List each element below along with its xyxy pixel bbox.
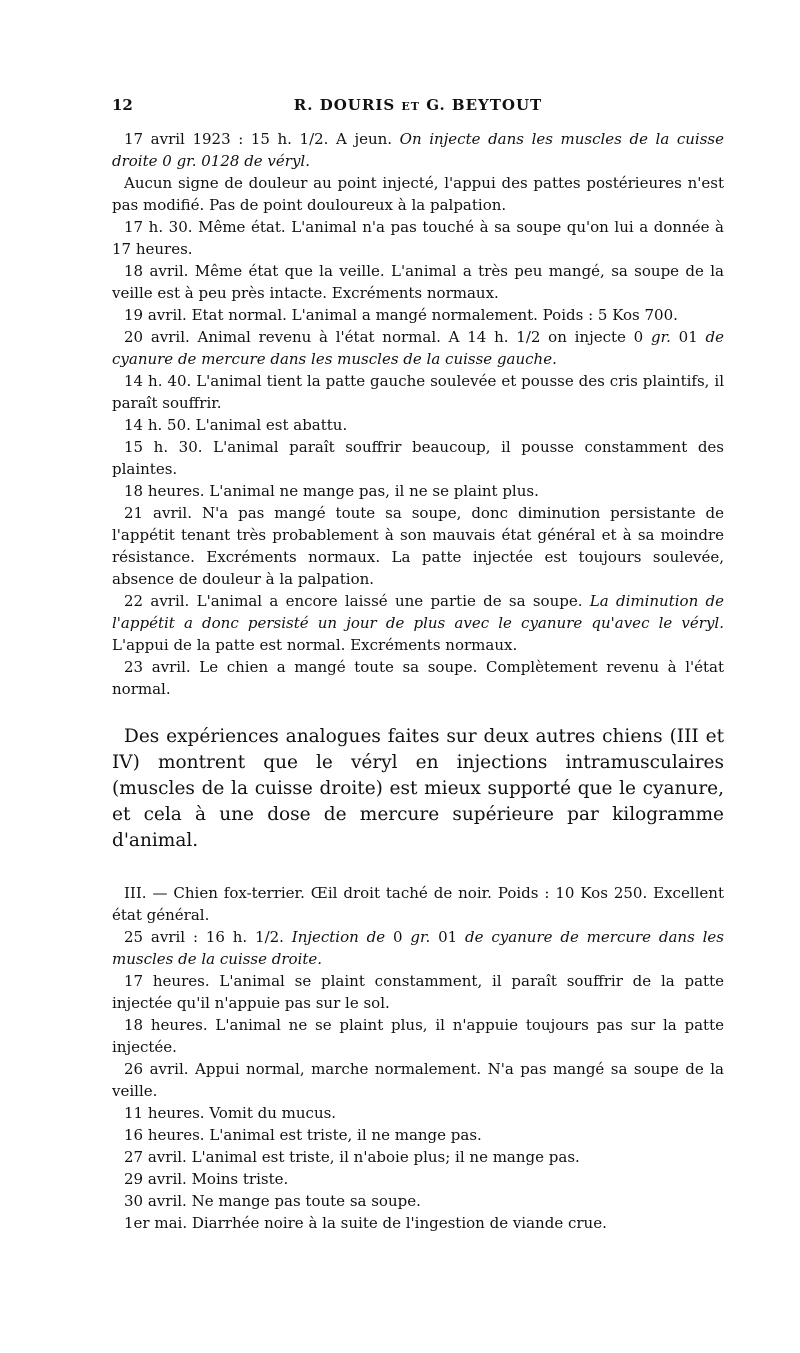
italic-text: gr. (410, 928, 431, 946)
text-run: 17 heures. L'animal se plaint constamment, il paraît souffrir de la patte injectée qu'il n'appuie pas sur le sol. (112, 972, 724, 1012)
experiment-log-2 (112, 882, 724, 1234)
italic-text: Injection de (291, 928, 386, 946)
text-run: 0 (385, 928, 411, 946)
text-run: 11 heures. Vomit du mucus. (124, 1104, 337, 1122)
text-run: Aucun signe de douleur au point injecté, l'appui des pattes postérieures n'est pas modifié. Pas de point douloureux à la palpation. (112, 174, 724, 214)
text-run: 22 avril. L'animal a encore laissé une partie de sa soupe. (124, 592, 590, 610)
italic-text: de cyanure de mercure dans les muscles de la cuisse gauche. (112, 328, 724, 368)
experiment-log-1 (112, 128, 724, 700)
text-run: 29 avril. Moins triste. (124, 1170, 289, 1188)
text-run: 18 heures. L'animal ne se plaint plus, il n'appuie toujours pas sur la patte injectée. (112, 1016, 724, 1056)
log-paragraph (112, 1146, 724, 1168)
text-run: 25 avril : 16 h. 1/2. (124, 928, 292, 946)
log-paragraph (112, 172, 724, 216)
text-run: 19 avril. Etat normal. L'animal a mangé normalement. Poids : 5 Kos 700. (124, 306, 678, 324)
summary-text: Des expériences analogues faites sur deux autres chiens (III et IV) montrent que le véryl en injections intramusculaires (muscles de la cuisse droite) est mieux supporté que le cyanure, et cela à une dose de mercure supérieure par kilogramme d'animal. (112, 726, 724, 851)
italic-text: La diminution de l'appétit a donc persisté un jour de plus avec le cyanure qu'avec le véryl. (112, 592, 724, 632)
log-paragraph (112, 1168, 724, 1190)
running-head: R. DOURIS et G. BEYTOUT (293, 96, 543, 114)
text-run: 14 h. 50. L'animal est abattu. (124, 416, 348, 434)
text-run: 21 avril. N'a pas mangé toute sa soupe, donc diminution persistante de l'appétit tenant très probablement à son mauvais état général et à sa moindre résistance. Excréments normaux. La patte injectée est toujours soulevée, absence de douleur à la palpation. (112, 504, 724, 588)
log-paragraph (112, 216, 724, 260)
text-run: 18 avril. Même état que la veille. L'animal a très peu mangé, sa soupe de la veille est à peu près intacte. Excréments normaux. (112, 262, 724, 302)
text-run: 23 avril. Le chien a mangé toute sa soupe. Complètement revenu à l'état normal. (112, 658, 724, 698)
log-paragraph (112, 1014, 724, 1058)
log-paragraph (112, 304, 724, 326)
log-paragraph (112, 128, 724, 172)
summary-paragraph (112, 724, 724, 854)
text-run: L'appui de la patte est normal. Excréments normaux. (112, 636, 518, 654)
text-run: 17 avril 1923 : 15 h. 1/2. A jeun. (124, 130, 400, 148)
log-paragraph (112, 882, 724, 926)
log-paragraph (112, 970, 724, 1014)
page-header (112, 96, 724, 120)
text-run: III. — Chien fox-terrier. Œil droit taché de noir. Poids : 10 Kos 250. Excellent état général. (112, 884, 724, 924)
log-paragraph (112, 502, 724, 590)
log-paragraph (112, 926, 724, 970)
log-paragraph (112, 326, 724, 370)
log-paragraph (112, 1058, 724, 1102)
text-run: 01 (670, 328, 706, 346)
text-run: 30 avril. Ne mange pas toute sa soupe. (124, 1192, 421, 1210)
log-paragraph (112, 1124, 724, 1146)
text-run: 16 heures. L'animal est triste, il ne mange pas. (124, 1126, 482, 1144)
log-paragraph (112, 480, 724, 502)
log-paragraph (112, 1102, 724, 1124)
log-paragraph (112, 1212, 724, 1234)
italic-text: de cyanure de mercure dans les muscles de la cuisse droite. (112, 928, 724, 968)
text-run: 1er mai. Diarrhée noire à la suite de l'ingestion de viande crue. (124, 1214, 607, 1232)
text-run: 01 (430, 928, 466, 946)
text-run: 15 h. 30. L'animal paraît souffrir beaucoup, il pousse constamment des plaintes. (112, 438, 724, 478)
page-number: 12 (112, 96, 133, 114)
text-run: 20 avril. Animal revenu à l'état normal. A 14 h. 1/2 on injecte 0 (124, 328, 651, 346)
italic-text: gr. (651, 328, 671, 346)
log-paragraph (112, 656, 724, 700)
text-run: 27 avril. L'animal est triste, il n'aboie plus; il ne mange pas. (124, 1148, 580, 1166)
log-paragraph (112, 436, 724, 480)
text-run: 14 h. 40. L'animal tient la patte gauche soulevée et pousse des cris plaintifs, il paraît souffrir. (112, 372, 724, 412)
text-run: 26 avril. Appui normal, marche normalement. N'a pas mangé sa soupe de la veille. (112, 1060, 724, 1100)
log-paragraph (112, 370, 724, 414)
log-paragraph (112, 414, 724, 436)
page (112, 96, 724, 1234)
text-run: 17 h. 30. Même état. L'animal n'a pas touché à sa soupe qu'on lui a donnée à 17 heures. (112, 218, 724, 258)
log-paragraph (112, 1190, 724, 1212)
text-run: 18 heures. L'animal ne mange pas, il ne se plaint plus. (124, 482, 539, 500)
log-paragraph (112, 590, 724, 656)
italic-text: On injecte dans les muscles de la cuisse droite 0 gr. 0128 de véryl. (112, 130, 724, 170)
log-paragraph (112, 260, 724, 304)
